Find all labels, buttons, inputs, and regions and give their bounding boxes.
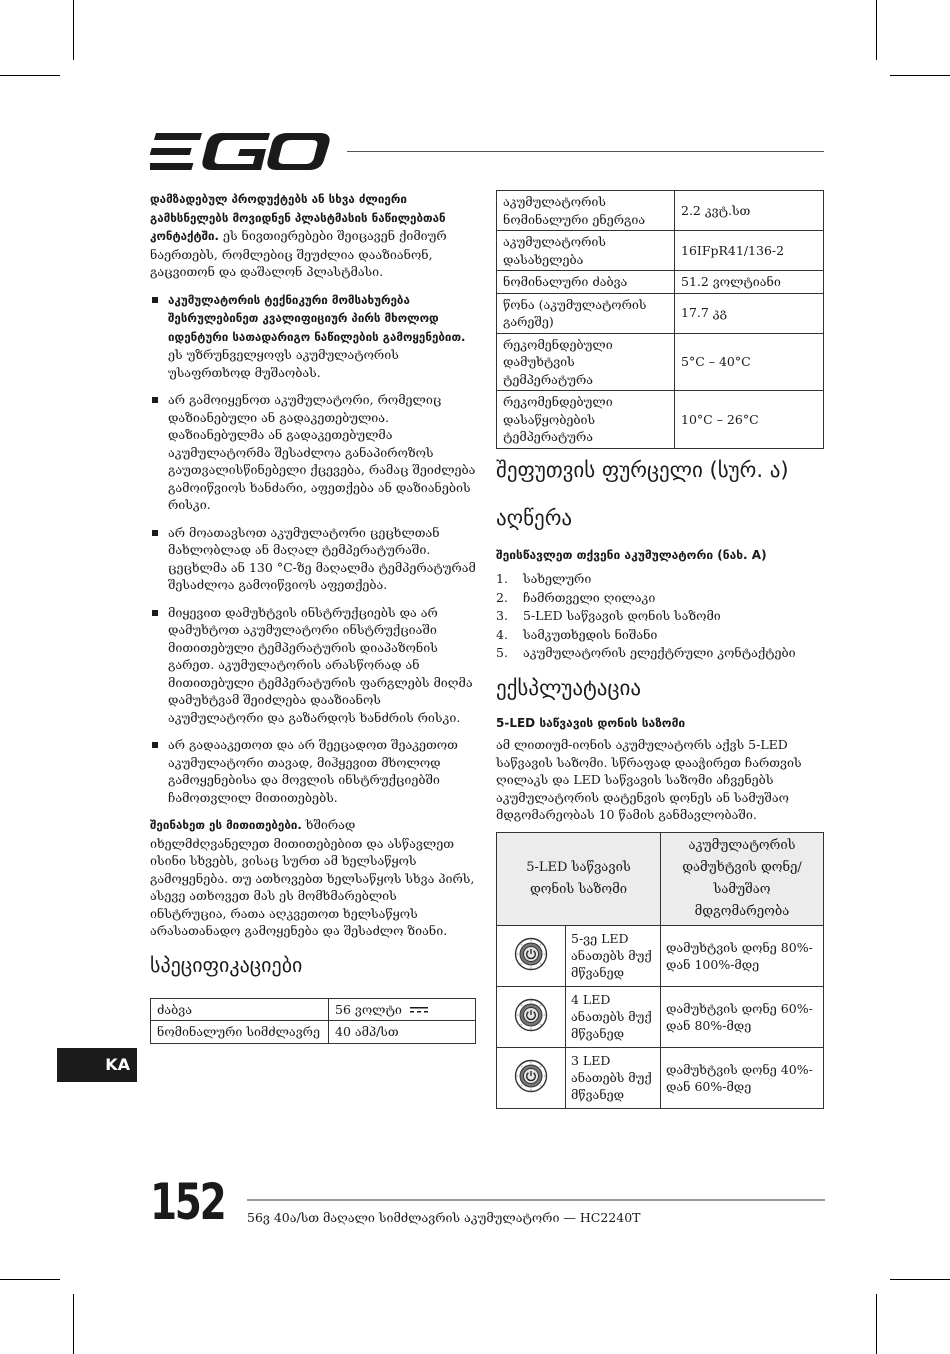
header-rule [347, 151, 824, 152]
led-status-table [496, 832, 824, 1109]
list-item-number: 4. [496, 626, 508, 642]
list-item-text: აკუმულატორის ელექტრული კონტაქტები [523, 645, 796, 660]
spec-value: 51.2 ვოლტიანი [675, 271, 824, 294]
spec-label: ნომინალური ძაბვა [497, 271, 675, 294]
charge-level-cell: დამუხტვის დონე 80%-დან 100%-მდე [661, 925, 824, 986]
know-battery-heading: შეისწავლეთ თქვენი აკუმულატორი (ნახ. A) [496, 547, 767, 562]
crop-mark [890, 1279, 950, 1280]
spec-label: რეკომენდებული დასაწყობების ტემპერატურა [497, 391, 675, 449]
spec-label: წონა (აკუმულატორის გარეშე) [497, 293, 675, 333]
packing-list-heading: შეფუთვის ფურცელი (სურ. ა) [496, 457, 789, 482]
led-count-cell: 4 LED ანათებს მუქ მწვანედ [566, 986, 661, 1047]
spec-value: 10°C – 26°C [675, 391, 824, 449]
safety-bullet: მიყევით დამუხტვის ინსტრუქციებს და არ დამუხტოთ აკუმულატორი ინსტრუქციაში მითითებული ტემპერატურის დიაპაზონის გარეთ. აკუმულატორის არასწორად ან მითითებული ტემპერატურის ფარგლებს მიღმა დამუხტვამ შეიძლება დააზიანოს აკუმულატორი და გაზარდოს ხანძრის რისკი. [150, 604, 476, 727]
led-icon-cell [497, 925, 566, 986]
list-item-text: ჩამრთველი ღილაკი [523, 589, 656, 605]
table-row [497, 925, 824, 986]
table-row [497, 231, 824, 271]
spec-label: აკუმულატორის ნომინალური ენერგია [497, 191, 675, 231]
led-header-right: აკუმულატორის დამუხტვის დონე/სამუშაო მდგომარეობა [661, 832, 824, 925]
language-tab: KA [57, 1048, 137, 1082]
list-item-number: 5. [496, 645, 508, 660]
intro-paragraph: დამზადებულ პროდუქტებს ან სხვა ძლიერი გამხსნელებს მოვიდნენ პლასტმასის ნაწილებთან კონტაქტში. ეს ნივთიერებები შეიცავენ ქიმიურ ნაერთებს, რომლებიც შეუძლია დააზიანონ, გაცვითონ და დაშალონ პლასტმასი. [150, 192, 447, 279]
table-row [497, 293, 824, 333]
ego-logo [150, 133, 330, 171]
specs-heading: სპეციფიკაციები [150, 952, 303, 977]
spec-label: ძაბვა [151, 998, 329, 1021]
table-row [497, 271, 824, 294]
left-column [150, 190, 476, 1044]
crop-mark [0, 75, 60, 76]
table-row [497, 333, 824, 391]
led-icon-cell [497, 986, 566, 1047]
led-gauge-heading: 5-LED საწვავის დონის საზომი [496, 715, 686, 730]
power-button-icon [514, 1020, 548, 1035]
power-button-icon [514, 1081, 548, 1096]
footer-text: 56ვ 40ა/სთ მაღალი სიმძლავრის აკუმულატორი — HC2240T [247, 1210, 641, 1225]
table-row [497, 1047, 824, 1108]
led-count-cell: 3 LED ანათებს მუქ მწვანედ [566, 1047, 661, 1108]
spec-table-left [150, 998, 476, 1044]
list-item-number: 1. [496, 571, 508, 586]
page-number: 152 [150, 1173, 225, 1231]
table-row [151, 1021, 476, 1044]
list-item [496, 607, 824, 626]
safety-bullet: არ მოათავსოთ აკუმულატორი ცეცხლთან მახლობლად ან მაღალ ტემპერატურაში. ცეცხლმა ან 130 °C-ზე მაღალმა ტემპერატურამ შესაძლოა გამოიწვიოს აფეთქება. [150, 524, 476, 594]
crop-mark [0, 1279, 60, 1280]
crop-mark [890, 75, 950, 76]
crop-mark [876, 0, 877, 60]
list-item [496, 570, 824, 589]
led-gauge-paragraph: ამ ლითიუმ-იონის აკუმულატორს აქვს 5-LED საწვავის საზომი. სწრაფად დააჭირეთ ჩართვის ღილაკს და LED საწვავის საზომი აჩვენებს აკუმულატორის დატენვის დონეს ან სამუშაო მდგომარეობას 10 წამის განმავლობაში. [496, 737, 802, 822]
power-button-icon [514, 959, 548, 974]
list-item-number: 3. [496, 608, 508, 623]
led-header-left: 5-LED საწვავის დონის საზომი [497, 832, 661, 925]
charge-level-cell: დამუხტვის დონე 60%-დან 80%-მდე [661, 986, 824, 1047]
list-item-number: 2. [496, 589, 508, 605]
description-heading: აღწერა [496, 505, 573, 530]
save-instructions-paragraph: შეინახეთ ეს მითითებები. ხშირად იხელმძღვანელეთ მითითებებით და ასწავლეთ ისინი სხვებს, ვისაც სურთ ამ ხელსაწყოს გამოყენება. თუ ათხოვებთ ხელსაწყოს სხვა პირს, ასევე ათხოვეთ მას ეს მომხმარებლის ინსტრუცია, რათა აღკვეთოთ ხელსაწყოს არასათანადო გამოყენება და შესაძლო ზიანი. [150, 817, 475, 938]
spec-value: 40 ამპ/სთ [329, 1021, 476, 1044]
safety-bullet: აკუმულატორის ტექნიკური მომსახურება შესრულებინეთ კვალიფიციურ პირს მხოლოდ იდენტური სათადარიგო ნაწილების გამოყენებით. ეს უზრუნველყოფს აკუმულატორის უსაფრთხოდ მუშაობას. [150, 291, 476, 382]
table-row [151, 998, 476, 1021]
table-row [497, 191, 824, 231]
safety-bullet: არ გადააკეთოთ და არ შეეცადოთ შეაკეთოთ აკუმულატორი თავად, მიჰყევით მხოლოდ გამოყენებისა და მოვლის ინსტრუქციებში ჩამოთვლილ მითითებებს. [150, 736, 476, 806]
right-column [496, 190, 824, 1109]
safety-bullet-list [150, 291, 476, 807]
crop-mark [73, 0, 74, 60]
spec-label: ნომინალური სიმძლავრე [151, 1021, 329, 1044]
list-item-text: სახელური [523, 571, 592, 586]
list-item-text: სამკუთხედის ნიშანი [523, 626, 658, 642]
spec-table-right [496, 190, 824, 449]
operation-heading: ექსპლუატაცია [496, 675, 641, 700]
safety-bullet: არ გამოიყენოთ აკუმულატორი, რომელიც დაზიანებული ან გადაკეთებულია. დაზიანებულმა ან გადაკეთებულმა აკუმულატორმა შესაძლოა განაპიროზოს გაუთვალისწინებელი ქცევება, რამაც შეიძლება გამოიწვიოს ხანძარი, აფეთქება ან დაზიანების რისკი. [150, 391, 476, 514]
table-row [497, 391, 824, 449]
list-item [496, 589, 824, 608]
table-row [497, 986, 824, 1047]
spec-label: რეკომენდებული დამუხტვის ტემპერატურა [497, 333, 675, 391]
list-item [496, 644, 824, 663]
footer-rule [247, 1199, 825, 1201]
crop-mark [876, 1294, 877, 1354]
list-item-text: 5-LED საწვავის დონის საზომი [523, 608, 721, 623]
list-item [496, 626, 824, 645]
led-icon-cell [497, 1047, 566, 1108]
crop-mark [73, 1294, 74, 1354]
spec-value: 17.7 კგ [675, 293, 824, 333]
dc-symbol-icon [410, 1006, 428, 1014]
led-count-cell: 5-ვე LED ანათებს მუქ მწვანედ [566, 925, 661, 986]
parts-list [496, 570, 824, 663]
spec-value: 16IFpR41/136-2 [675, 231, 824, 271]
table-header-row [497, 832, 824, 925]
spec-value: 2.2 კვტ.სთ [675, 191, 824, 231]
charge-level-cell: დამუხტვის დონე 40%-დან 60%-მდე [661, 1047, 824, 1108]
spec-value: 56 ვოლტი [329, 998, 476, 1021]
spec-label: აკუმულატორის დასახელება [497, 231, 675, 271]
spec-value: 5°C – 40°C [675, 333, 824, 391]
